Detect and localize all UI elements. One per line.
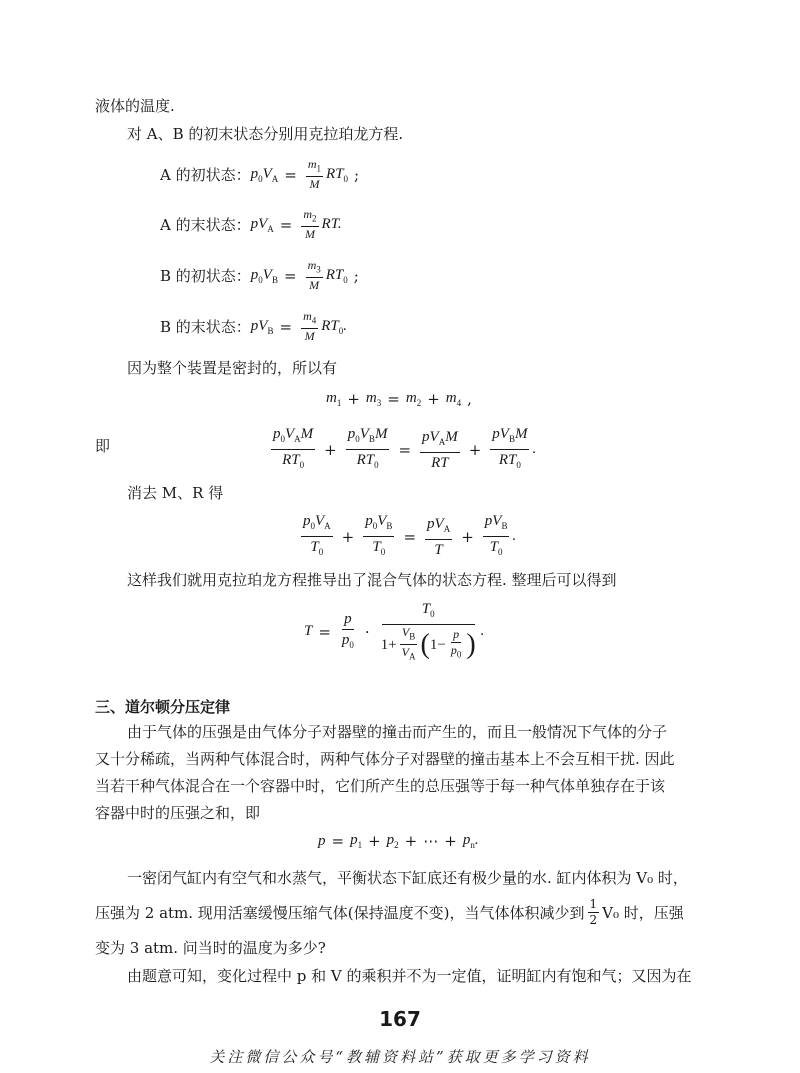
text-line: 当若干种气体混合在一个容器中时，它们所产生的总压强等于每一种气体单独存在于该 — [95, 777, 666, 795]
text-line: 变为 3 atm. 问当时的温度为多少? — [95, 939, 326, 957]
equation-b-initial: B 的初状态： $p_0V_B$ = $\frac{m_3}{M}$ $RT_0$ ; — [160, 258, 359, 293]
page-number: 167 — [379, 1007, 421, 1031]
text-line: 一密闭气缸内有空气和水蒸气，平衡状态下缸底还有极少量的水. 缸内体积为 V₀ 时， — [127, 869, 688, 887]
equation-combined: $\frac{p_0V_AM}{RT_0}$ + $\frac{p_0V_BM}{RT_0}$ = $\frac{pV_AM}{RT}$ + $\frac{pV_BM}{RT_0}$ . — [273, 426, 537, 471]
equation-label: A 的末状态： — [160, 215, 251, 234]
equation-simplified: $\frac{p_0V_A}{T_0}$ + $\frac{p_0V_B}{T_0}$ = $\frac{pV_A}{T}$ + $\frac{pV_B}{T_0}$ . — [303, 513, 517, 558]
equation-label: B 的末状态： — [160, 317, 251, 336]
equation-a-final: A 的末状态： $pV_A$ = $\frac{m_2}{M}$ RT. — [160, 207, 342, 242]
text-line: 容器中时的压强之和，即 — [95, 804, 261, 822]
equation-a-initial: A 的初状态： $p_0V_A$ = $\frac{m_1}{M}$ $RT_0$ ; — [160, 157, 360, 192]
text-line: 因为整个装置是密封的，所以有 — [127, 359, 338, 377]
equation-label: B 的初状态： — [160, 266, 251, 285]
equation-label: A 的初状态： — [160, 165, 251, 184]
question-line: 压强为 2 atm. 现用活塞缓慢压缩气体(保持温度不变)，当气体体积减少到 $\frac{1}{2}$ V₀ 时，压强 — [95, 897, 684, 927]
text-line: 压强为 2 atm. 现用活塞缓慢压缩气体(保持温度不变)，当气体体积减少到 — [95, 903, 585, 922]
text-line: 这样我们就用克拉珀龙方程推导出了混合气体的状态方程. 整理后可以得到 — [127, 571, 617, 589]
text-line: 即 — [95, 437, 111, 455]
text-line: 又十分稀疏，当两种气体混合时，两种气体分子对器壁的撞击基本上不会互相干扰. 因此 — [95, 750, 675, 768]
text-line: 由题意可知，变化过程中 p 和 V 的乘积并不为一定值，证明缸内有饱和气；又因为在 — [127, 967, 692, 985]
equation-dalton: p = $p_1$ + $p_2$ + ⋯ + $p_n$. — [318, 832, 479, 850]
text-line: 液体的温度. — [95, 97, 175, 115]
equation-temperature: T = $\frac{p}{p_0}$ · $T_0$ 1+ $\frac{V_B}{V_A}$ ( 1− $\frac{p}{p_0}$ ) . — [304, 601, 485, 662]
text-line: 消去 M、R 得 — [127, 484, 224, 502]
text-line: 对 A、B 的初末状态分别用克拉珀龙方程. — [127, 125, 404, 143]
equation-mass-conservation: $m_1$ + $m_3$ = $m_2$ + $m_4$ , — [326, 390, 472, 408]
section-heading: 三、道尔顿分压定律 — [95, 698, 231, 716]
footer-watermark: 关注微信公众号“教辅资料站”获取更多学习资料 — [209, 1048, 591, 1066]
equation-b-final: B 的末状态： $pV_B$ = $\frac{m_4}{M}$ $RT_0$. — [160, 309, 347, 344]
text-line: 由于气体的压强是由气体分子对器壁的撞击而产生的，而且一般情况下气体的分子 — [127, 723, 668, 741]
text-line: V₀ 时，压强 — [602, 903, 684, 922]
